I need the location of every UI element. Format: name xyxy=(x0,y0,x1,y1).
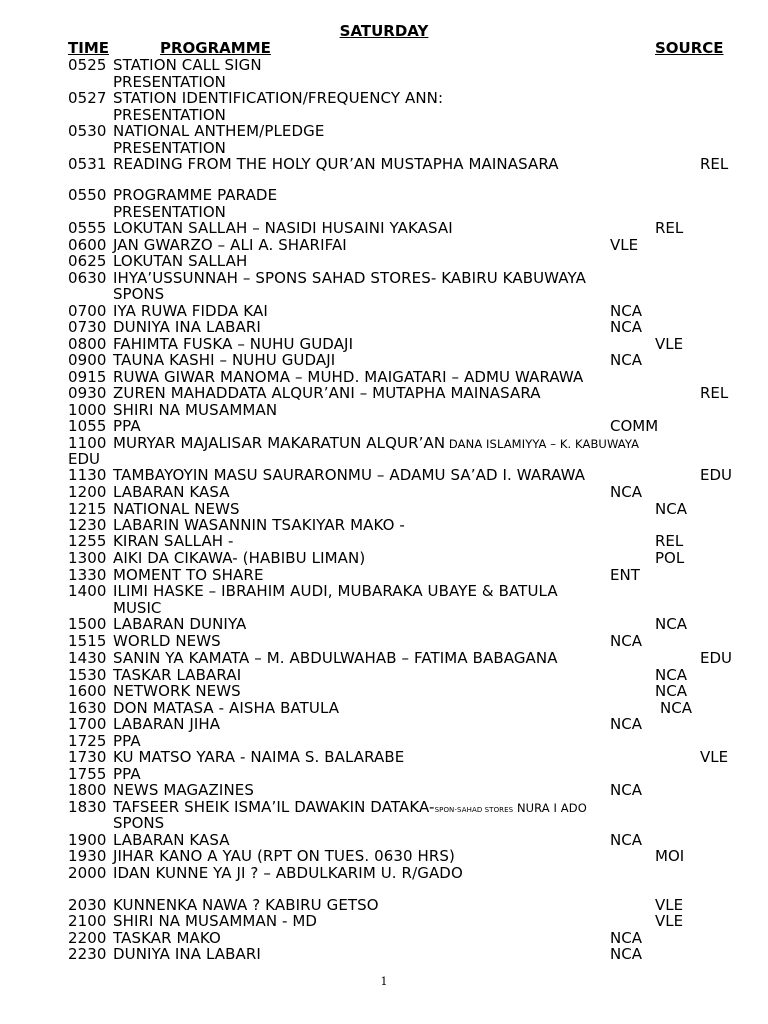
row-programme: KU MATSO YARA - NAIMA S. BALARABE xyxy=(113,748,405,766)
row-source: VLE xyxy=(655,335,684,353)
row-sponsor-note: SPON-SAHAD STORES xyxy=(434,806,514,814)
schedule-row xyxy=(68,682,241,700)
row-time: 1515 xyxy=(68,632,107,650)
row-programme: LABARAN KASA xyxy=(113,831,230,849)
row-programme: READING FROM THE HOLY QUR’AN MUSTAPHA MAINASARA xyxy=(113,155,559,173)
row-programme: LOKUTAN SALLAH – NASIDI HUSAINI YAKASAI xyxy=(113,219,453,237)
row-presenter-note: DANA ISLAMIYYA – K. KABUWAYA xyxy=(445,437,640,451)
row-programme: JAN GWARZO – ALI A. SHARIFAI xyxy=(113,236,347,254)
row-time: 0600 xyxy=(68,236,107,254)
row-continuation: PRESENTATION xyxy=(113,106,226,124)
row-source: NCA xyxy=(610,318,642,336)
row-time: 1830 xyxy=(68,798,107,816)
schedule-row xyxy=(68,615,246,633)
schedule-row xyxy=(68,252,247,270)
source-column-header: SOURCE xyxy=(655,39,724,57)
row-time: 1130 xyxy=(68,466,107,484)
schedule-row xyxy=(68,318,261,336)
row-source: NCA xyxy=(610,351,642,369)
row-time: 0630 xyxy=(68,269,107,287)
schedule-row xyxy=(68,532,234,550)
schedule-row xyxy=(68,649,558,667)
row-programme: TAFSEER SHEIK ISMA’IL DAWAKIN DATAKA- xyxy=(113,798,435,816)
row-time: 1000 xyxy=(68,401,107,419)
row-time: 2100 xyxy=(68,912,107,930)
row-programme: NATIONAL NEWS xyxy=(113,500,240,518)
row-source: NCA xyxy=(655,666,687,684)
row-source: VLE xyxy=(700,748,729,766)
row-programme: AIKI DA CIKAWA- (HABIBU LIMAN) xyxy=(113,549,366,567)
row-time: 0700 xyxy=(68,302,107,320)
row-programme: FAHIMTA FUSKA – NUHU GUDAJI xyxy=(113,335,354,353)
row-programme: DUNIYA INA LABARI xyxy=(113,318,261,336)
row-continuation: PRESENTATION xyxy=(113,139,226,157)
row-continuation: PRESENTATION xyxy=(113,203,226,221)
row-source: COMM xyxy=(610,417,659,435)
row-programme: LABARAN KASA xyxy=(113,483,230,501)
row-programme: SANIN YA KAMATA – M. ABDULWAHAB – FATIMA BABAGANA xyxy=(113,649,558,667)
row-source: NCA xyxy=(655,682,687,700)
row-programme: SHIRI NA MUSAMMAN - MD xyxy=(113,912,318,930)
row-time: 1730 xyxy=(68,748,107,766)
row-programme: LABARIN WASANNIN TSAKIYAR MAKO - xyxy=(113,516,405,534)
row-programme: NEWS MAGAZINES xyxy=(113,781,254,799)
row-programme: KUNNENKA NAWA ? KABIRU GETSO xyxy=(113,896,379,914)
row-programme: PROGRAMME PARADE xyxy=(113,186,278,204)
row-source: NCA xyxy=(610,632,642,650)
row-time: 2000 xyxy=(68,864,107,882)
row-source: REL xyxy=(655,532,684,550)
row-programme: TAUNA KASHI – NUHU GUDAJI xyxy=(113,351,336,369)
row-programme: TASKAR LABARAI xyxy=(113,666,242,684)
schedule-row xyxy=(68,582,558,600)
schedule-row xyxy=(68,748,404,766)
row-time: 1430 xyxy=(68,649,107,667)
row-time: 1755 xyxy=(68,765,107,783)
row-source: NCA xyxy=(610,781,642,799)
row-time: 1255 xyxy=(68,532,107,550)
row-programme: NATIONAL ANTHEM/PLEDGE xyxy=(113,122,325,140)
row-programme: ILIMI HASKE – IBRAHIM AUDI, MUBARAKA UBAYE & BATULA xyxy=(113,582,558,600)
page-number: 1 xyxy=(380,975,388,988)
row-programme: MURYAR MAJALISAR MAKARATUN ALQUR’AN xyxy=(113,434,446,452)
row-source: NCA xyxy=(660,699,692,717)
row-time: 1500 xyxy=(68,615,107,633)
row-time: 0730 xyxy=(68,318,107,336)
row-programme: DUNIYA INA LABARI xyxy=(113,945,261,963)
row-time: 0930 xyxy=(68,384,107,402)
row-source: NCA xyxy=(610,831,642,849)
schedule-row xyxy=(68,912,317,930)
row-programme: STATION CALL SIGN xyxy=(113,56,262,74)
row-presenter-note: NURA I ADO xyxy=(513,801,587,815)
schedule-row xyxy=(68,945,261,963)
row-time: 1800 xyxy=(68,781,107,799)
row-source: POL xyxy=(655,549,685,567)
row-programme: WORLD NEWS xyxy=(113,632,221,650)
row-source: EDU xyxy=(68,450,101,468)
row-source: MOI xyxy=(655,847,685,865)
row-programme: JIHAR KANO A YAU (RPT ON TUES. 0630 HRS) xyxy=(113,847,455,865)
row-time: 1100 xyxy=(68,434,107,452)
row-time: 0900 xyxy=(68,351,107,369)
schedule-row xyxy=(68,483,230,501)
row-programme: PPA xyxy=(113,417,141,435)
schedule-row xyxy=(68,466,585,484)
row-source: NCA xyxy=(655,500,687,518)
row-time: 0531 xyxy=(68,155,107,173)
row-programme: SHIRI NA MUSAMMAN xyxy=(113,401,278,419)
row-time: 0550 xyxy=(68,186,107,204)
row-continuation: SPONS xyxy=(113,814,165,832)
row-source: NCA xyxy=(610,945,642,963)
row-source: NCA xyxy=(610,302,642,320)
row-time: 0625 xyxy=(68,252,107,270)
row-programme: TASKAR MAKO xyxy=(113,929,221,947)
row-programme: PPA xyxy=(113,732,141,750)
row-continuation: MUSIC xyxy=(113,599,162,617)
row-source: REL xyxy=(655,219,684,237)
schedule-row xyxy=(68,417,141,435)
row-time: 0527 xyxy=(68,89,107,107)
row-time: 0555 xyxy=(68,219,107,237)
schedule-row xyxy=(68,434,639,453)
row-time: 1400 xyxy=(68,582,107,600)
row-source: REL xyxy=(700,155,729,173)
page-title: SATURDAY xyxy=(339,22,429,40)
schedule-row xyxy=(68,781,254,799)
row-time: 2030 xyxy=(68,896,107,914)
row-time: 1630 xyxy=(68,699,107,717)
row-programme: RUWA GIWAR MANOMA – MUHD. MAIGATARI – ADMU WARAWA xyxy=(113,368,584,386)
row-time: 2230 xyxy=(68,945,107,963)
time-column-header: TIME xyxy=(68,39,109,57)
row-programme: PPA xyxy=(113,765,141,783)
row-source: VLE xyxy=(655,896,684,914)
row-time: 1055 xyxy=(68,417,107,435)
row-programme: NETWORK NEWS xyxy=(113,682,241,700)
programme-column-header: PROGRAMME xyxy=(160,39,271,57)
row-programme: LABARAN JIHA xyxy=(113,715,221,733)
row-source: EDU xyxy=(700,466,733,484)
schedule-row xyxy=(68,351,335,369)
row-source: NCA xyxy=(610,715,642,733)
row-programme: KIRAN SALLAH - xyxy=(113,532,234,550)
row-programme: LABARAN DUNIYA xyxy=(113,615,247,633)
row-time: 1900 xyxy=(68,831,107,849)
row-source: EDU xyxy=(700,649,733,667)
schedule-row xyxy=(68,847,455,865)
row-programme: IDAN KUNNE YA JI ? – ABDULKARIM U. R/GADO xyxy=(113,864,463,882)
row-time: 1230 xyxy=(68,516,107,534)
schedule-row xyxy=(68,122,324,140)
row-programme: ZUREN MAHADDATA ALQUR’ANI – MUTAPHA MAINASARA xyxy=(113,384,541,402)
row-time: 1930 xyxy=(68,847,107,865)
row-time: 1530 xyxy=(68,666,107,684)
schedule-row xyxy=(68,155,559,173)
row-time: 0525 xyxy=(68,56,107,74)
schedule-row xyxy=(68,219,453,237)
row-source: NCA xyxy=(610,929,642,947)
schedule-row xyxy=(68,186,277,204)
row-time: 1215 xyxy=(68,500,107,518)
schedule-row xyxy=(68,56,262,74)
row-time: 1725 xyxy=(68,732,107,750)
schedule-row xyxy=(68,89,443,107)
row-programme: IYA RUWA FIDDA KAI xyxy=(113,302,268,320)
row-source: ENT xyxy=(610,566,640,584)
row-source: VLE xyxy=(655,912,684,930)
row-time: 2200 xyxy=(68,929,107,947)
row-programme: MOMENT TO SHARE xyxy=(113,566,264,584)
row-source: NCA xyxy=(610,483,642,501)
row-programme: TAMBAYOYIN MASU SAURARONMU – ADAMU SA’AD I. WARAWA xyxy=(113,466,586,484)
row-time: 1200 xyxy=(68,483,107,501)
row-time: 1600 xyxy=(68,682,107,700)
row-time: 0800 xyxy=(68,335,107,353)
schedule-row xyxy=(68,549,365,567)
row-time: 0530 xyxy=(68,122,107,140)
row-programme: IHYA’USSUNNAH – SPONS SAHAD STORES- KABIRU KABUWAYA xyxy=(113,269,586,287)
schedule-row xyxy=(68,384,541,402)
row-time: 1300 xyxy=(68,549,107,567)
row-programme: DON MATASA - AISHA BATULA xyxy=(113,699,340,717)
row-continuation: PRESENTATION xyxy=(113,73,226,91)
row-time: 1700 xyxy=(68,715,107,733)
schedule-row xyxy=(68,715,220,733)
row-continuation: SPONS xyxy=(113,285,165,303)
row-time: 0915 xyxy=(68,368,107,386)
row-source: NCA xyxy=(655,615,687,633)
row-programme: LOKUTAN SALLAH xyxy=(113,252,248,270)
row-source: VLE xyxy=(610,236,639,254)
row-source: REL xyxy=(700,384,729,402)
row-programme: STATION IDENTIFICATION/FREQUENCY ANN: xyxy=(113,89,444,107)
schedule-row xyxy=(68,864,463,882)
row-time: 1330 xyxy=(68,566,107,584)
schedule-row xyxy=(68,632,221,650)
